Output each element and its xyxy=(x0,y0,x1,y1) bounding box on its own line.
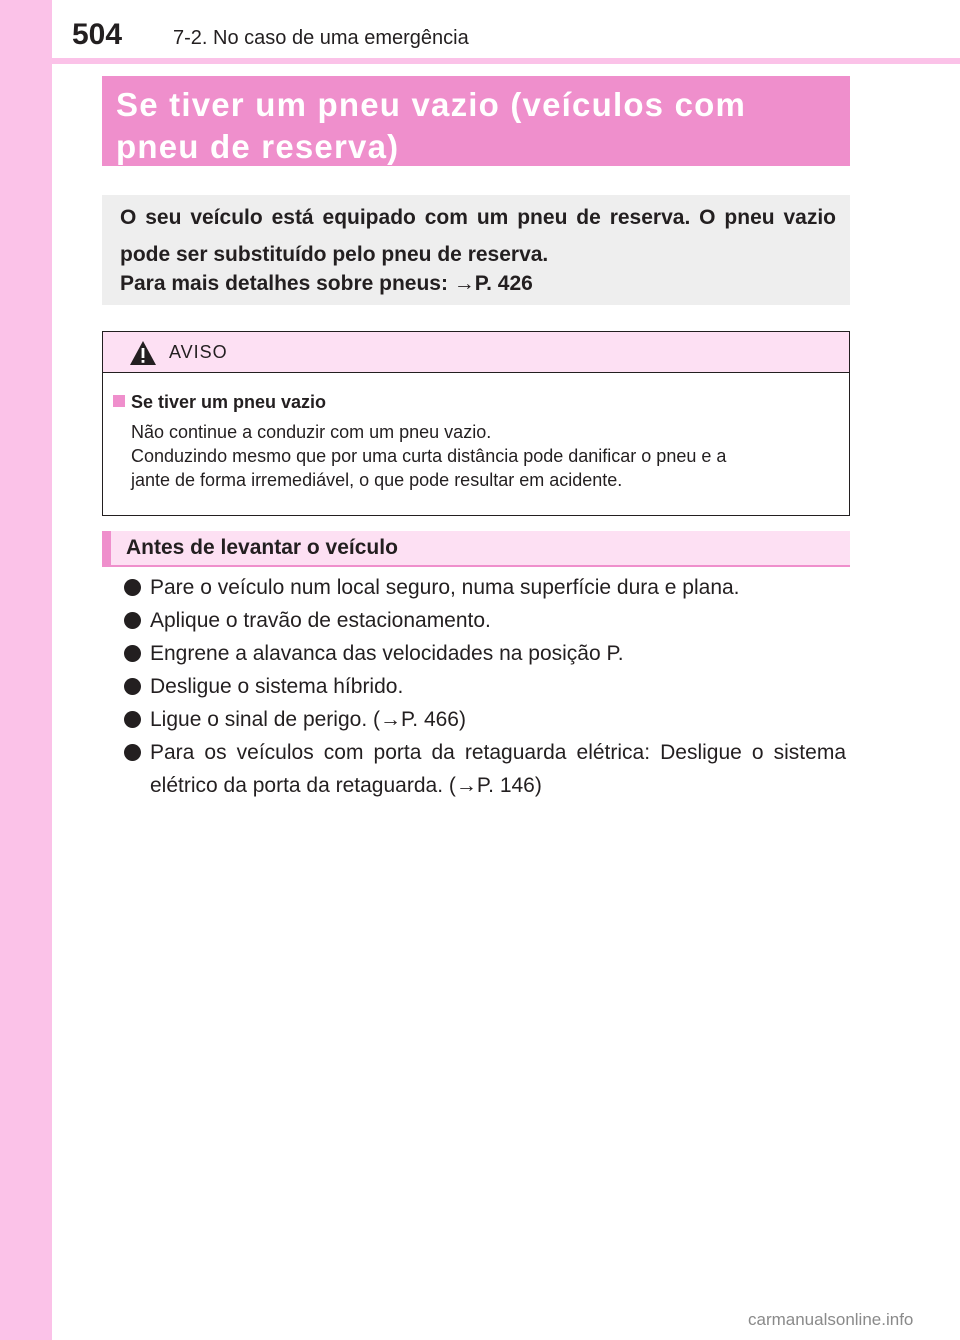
bullet-dot-icon xyxy=(124,711,141,728)
list-item: Aplique o travão de estacionamento. xyxy=(124,604,846,637)
list-item: Para os veículos com porta da retaguarda elétrica: Desligue o sistema elétrico da porta da retaguarda. (→P. 146) xyxy=(124,736,846,802)
list-item: Ligue o sinal de perigo. (→P. 466) xyxy=(124,703,846,736)
warning-line: Conduzindo mesmo que por uma curta distância pode danificar o pneu e a xyxy=(131,446,727,466)
warning-label: AVISO xyxy=(169,342,228,362)
bullet-dot-icon xyxy=(124,744,141,761)
warning-line: Não continue a conduzir com um pneu vazio. xyxy=(131,422,492,442)
list-item: Pare o veículo num local seguro, numa superfície dura e plana. xyxy=(124,571,846,604)
page-number: 504 xyxy=(72,18,123,51)
warning-body xyxy=(131,420,841,492)
subheading-accent xyxy=(102,531,111,567)
page-title: Se tiver um pneu vazio (veículos com pneu de reserva) xyxy=(116,86,747,165)
list-item: Engrene a alavanca das velocidades na posição P. xyxy=(124,637,846,670)
bullet-dot-icon xyxy=(124,645,141,662)
warning-triangle-icon xyxy=(129,340,157,366)
header-rule xyxy=(52,58,960,64)
intro-reference: Para mais detalhes sobre pneus: →P. 426 xyxy=(120,272,533,295)
bullet-dot-icon xyxy=(124,678,141,695)
list-item: Desligue o sistema híbrido. xyxy=(124,670,846,703)
title-banner xyxy=(102,76,850,166)
square-bullet-icon xyxy=(113,395,125,407)
bullet-dot-icon xyxy=(124,612,141,629)
watermark: carmanualsonline.info xyxy=(748,1310,914,1329)
warning-line: jante de forma irremediável, o que pode resultar em acidente. xyxy=(131,470,623,490)
subheading-bar xyxy=(102,531,850,567)
warning-header xyxy=(103,332,849,373)
warning-box xyxy=(102,331,850,516)
warning-subtitle: Se tiver um pneu vazio xyxy=(131,392,327,412)
intro-box xyxy=(102,195,850,305)
page-side-band xyxy=(0,0,52,1340)
intro-text: O seu veículo está equipado com um pneu de reserva. O pneu vazio pode ser substituído pelo pneu de reserva. xyxy=(120,206,836,266)
section-label: 7-2. No caso de uma emergência xyxy=(173,27,469,49)
warning-subtitle-row xyxy=(113,392,326,413)
bullet-dot-icon xyxy=(124,579,141,596)
steps-list xyxy=(124,571,846,802)
subheading-text: Antes de levantar o veículo xyxy=(126,536,398,559)
